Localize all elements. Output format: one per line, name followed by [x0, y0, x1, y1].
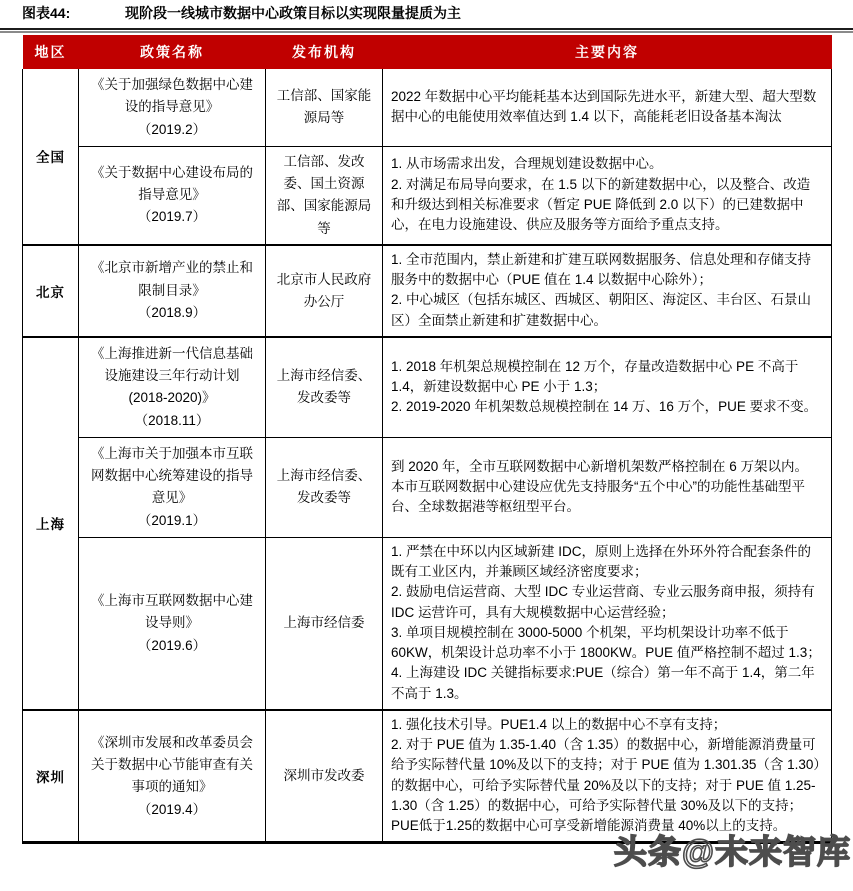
policy-name-cell	[79, 146, 266, 245]
agency-cell: 北京市人民政府办公厅	[266, 245, 383, 337]
content-cell	[383, 146, 832, 245]
content-cell	[383, 245, 832, 337]
content-cell	[383, 710, 832, 843]
content-paragraph: 2022 年数据中心平均能耗基本达到国际先进水平，新建大型、超大型数据中心的电能使用效率值达到 1.4 以下，高能耗老旧设备基本淘汰	[391, 88, 817, 124]
policy-date: （2019.7）	[137, 209, 207, 225]
title-rule-thin	[0, 31, 853, 33]
table-row	[23, 337, 832, 438]
content-paragraph: 3. 单项目规模控制在 3000-5000 个机架，平均机架设计功率不低于 60KW，机架设计总功率不小于 1800KW。PUE 值严格控制不超过 1.3；	[391, 624, 821, 661]
policy-date: （2018.11）	[134, 412, 210, 428]
table-row	[23, 146, 832, 245]
figure-title	[0, 0, 853, 28]
table-row	[23, 437, 832, 537]
watermark: 头条@未来智库	[613, 833, 851, 870]
policy-name-cell	[79, 245, 266, 337]
agency-cell: 上海市经信委、发改委等	[266, 337, 383, 438]
column-header-2: 发布机构	[266, 35, 383, 69]
agency-cell: 工信部、发改委、国土资源部、国家能源局等	[266, 146, 383, 245]
content-paragraph: 2. 对于 PUE 值为 1.35-1.40（含 1.35）的数据中心，新增能源消费量可给予实际替代量 10%及以下的支持；对于 PUE 值为 1.301.35（含 1.30）的数据中心，可给予实际替代量 20%及以下的支持；对于 PUE 值 1.25-1.30（含 1.25）的数据中心，可给予实际替代量 30%及以下的支持；PUE低于1.25的数据中心可享受新增能源消费量 40%以上的支持。	[391, 737, 821, 834]
policy-date: （2019.6）	[137, 637, 207, 653]
policy-name: 《深圳市发展和改革委员会关于数据中心节能审查有关事项的通知》	[91, 734, 253, 795]
column-header-3: 主要内容	[383, 35, 832, 69]
policy-date: （2019.2）	[137, 121, 207, 137]
policy-name: 《关于加强绿色数据中心建设的指导意见》	[91, 77, 253, 115]
policy-name-cell	[79, 69, 266, 146]
figure-number: 图表44:	[22, 5, 71, 21]
table-row	[23, 245, 832, 337]
policy-table	[22, 35, 832, 844]
policy-date: （2019.4）	[137, 801, 207, 817]
region-cell: 上海	[23, 337, 79, 710]
content-paragraph: 1. 全市范围内，禁止新建和扩建互联网数据服务、信息处理和存储支持服务中的数据中心（PUE 值在 1.4 以数据中心除外）；	[391, 251, 812, 288]
policy-name: 《关于数据中心建设布局的指导意见》	[91, 164, 253, 203]
table-row	[23, 537, 832, 710]
region-cell: 全国	[23, 69, 79, 245]
policy-date: （2019.1）	[137, 512, 207, 528]
content-paragraph: 2. 鼓励电信运营商、大型 IDC 专业运营商、专业云服务商申报，须持有 IDC 运营许可，具有大规模数据中心运营经验；	[391, 584, 815, 620]
content-paragraph: 1. 从市场需求出发，合理规划建设数据中心。	[391, 156, 663, 172]
policy-name-cell	[79, 337, 266, 438]
policy-name-cell	[79, 537, 266, 710]
figure-title-text: 现阶段一线城市数据中心政策目标以实现限量提质为主	[125, 5, 461, 21]
agency-cell: 深圳市发改委	[266, 710, 383, 843]
title-rule-thick	[0, 28, 853, 30]
policy-name: 《上海市互联网数据中心建设导则》	[91, 593, 253, 631]
content-paragraph: 1. 严禁在中环以内区域新建 IDC，原则上选择在外环外符合配套条件的既有工业区内，并兼顾区域经济密度要求；	[391, 543, 812, 580]
region-cell: 深圳	[23, 710, 79, 843]
content-paragraph: 2. 2019-2020 年机架数总规模控制在 14 万、16 万个，PUE 要求不变。	[391, 399, 818, 415]
content-cell	[383, 69, 832, 146]
content-paragraph: 本市互联网数据中心建设应优先支持服务“五个中心”的功能性基础型平台、全球数据港等枢纽型平台。	[391, 478, 805, 515]
content-paragraph: 4. 上海建设 IDC 关键指标要求:PUE（综合）第一年不高于 1.4，第二年不高于 1.3。	[391, 665, 815, 701]
content-cell	[383, 437, 832, 537]
content-paragraph: 2. 中心城区（包括东城区、西城区、朝阳区、海淀区、丰台区、石景山区）全面禁止新建和扩建数据中心。	[391, 292, 812, 328]
content-paragraph: 2. 对满足布局导向要求，在 1.5 以下的新建数据中心，以及整合、改造和升级达到相关标准要求（暂定 PUE 降低到 2.0 以下）的已建数据中心，在电力设施建设、供应及服务等方面给予重点支持。	[391, 176, 811, 233]
policy-name: 《上海市关于加强本市互联网数据中心统筹建设的指导意见》	[91, 445, 253, 506]
agency-cell: 上海市经信委	[266, 537, 383, 710]
content-paragraph: 到 2020 年，全市互联网数据中心新增机架数严格控制在 6 万架以内。	[391, 458, 809, 474]
policy-name: 《上海推进新一代信息基础设施建设三年行动计划(2018-2020)》	[91, 345, 253, 406]
policy-date: （2018.9）	[137, 304, 207, 320]
content-paragraph: 1. 2018 年机架总规模控制在 12 万个，存量改造数据中心 PE 不高于 1.4，新建设数据中心 PE 小于 1.3；	[391, 358, 799, 394]
policy-name-cell	[79, 437, 266, 537]
content-paragraph: 1. 强化技术引导。PUE1.4 以上的数据中心不享有支持；	[391, 716, 727, 732]
agency-cell: 工信部、国家能源局等	[266, 69, 383, 146]
content-cell	[383, 337, 832, 438]
table-row	[23, 69, 832, 146]
column-header-0: 地区	[23, 35, 79, 69]
policy-name: 《北京市新增产业的禁止和限制目录》	[91, 260, 253, 298]
column-header-1: 政策名称	[79, 35, 266, 69]
table-row	[23, 710, 832, 843]
policy-name-cell	[79, 710, 266, 843]
content-cell	[383, 537, 832, 710]
table-header	[23, 35, 832, 69]
region-cell: 北京	[23, 245, 79, 337]
agency-cell: 上海市经信委、发改委等	[266, 437, 383, 537]
